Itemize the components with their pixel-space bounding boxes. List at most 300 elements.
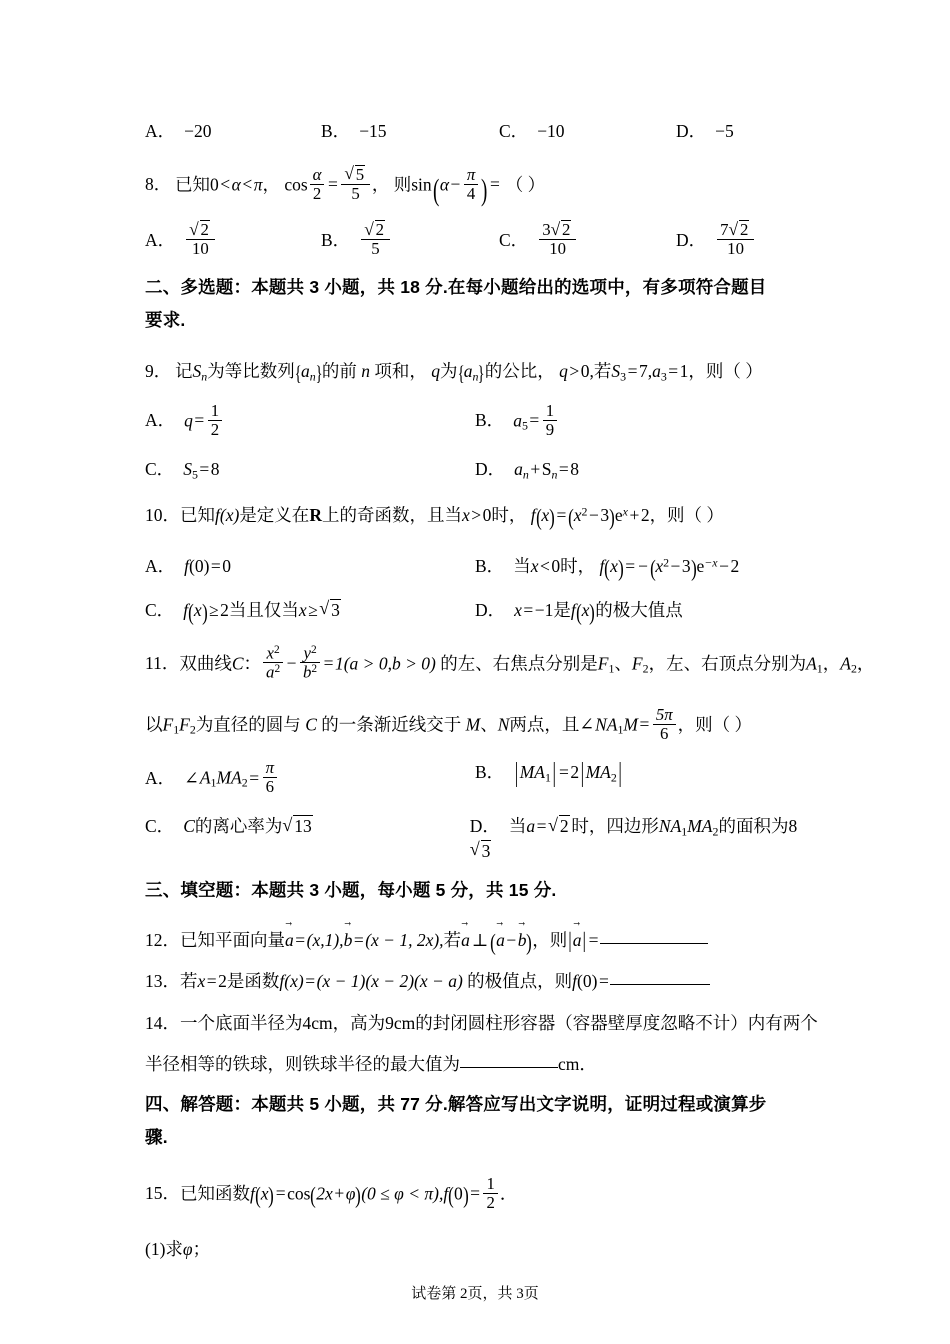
q9-a3: a <box>652 360 661 381</box>
q9-option-c-var: S <box>183 458 192 479</box>
q9-option-a[interactable] <box>145 402 475 439</box>
q12-vector-a-1: a → <box>285 927 294 954</box>
q7-option-b-value: −15 <box>359 121 387 141</box>
q9-t3: 的前 <box>321 360 357 381</box>
q11-a-den-wrap <box>263 662 283 682</box>
q10-two: 2 <box>640 505 650 526</box>
q10-option-d[interactable] <box>475 597 683 624</box>
question-13 <box>145 968 815 995</box>
q10-option-d-t2: 的极大值点 <box>595 599 683 620</box>
q8-option-b-num: 2 <box>375 220 384 240</box>
q13-x: x <box>197 971 206 992</box>
q9-t4: 项和， <box>374 360 427 381</box>
q8-number: 8． <box>145 174 172 195</box>
q8-option-c-label: C． <box>499 229 529 250</box>
q13-val: 2 <box>218 971 227 992</box>
q10-option-b-sup: 2 <box>663 555 670 570</box>
q8-paren-close: ) <box>481 172 488 207</box>
q9-a3-val: 1 <box>679 360 689 381</box>
q8-option-d-num: 2 <box>739 220 749 240</box>
q8-option-d-label: D． <box>676 229 707 250</box>
q8-half-den: 2 <box>310 184 325 203</box>
q8-option-b-label: B． <box>321 229 351 250</box>
q9-option-b-eq: = <box>529 409 540 430</box>
q11-option-c-t1: 的离心率为 <box>194 816 283 837</box>
q14-radius: 4cm <box>302 1012 333 1033</box>
q8-half-fraction <box>310 166 325 203</box>
q11-l2-num: 5π <box>655 704 673 724</box>
q11-option-c-rad: 13 <box>294 816 312 837</box>
q15-cos-paren-close: ) <box>355 1183 362 1210</box>
q11-l2-M: M <box>465 714 481 735</box>
q11-option-d-quad2: MA <box>687 816 713 837</box>
q11-l2-Mv: M <box>623 714 638 735</box>
q11-option-a-den: 6 <box>263 777 277 796</box>
q11-option-c[interactable] <box>145 813 470 838</box>
q9-zero: 0, <box>580 360 594 381</box>
q11-F1-sub: 1 <box>608 661 615 676</box>
q15-argv: x <box>260 1183 269 1204</box>
q8-option-c-num: 2 <box>561 220 571 240</box>
q11-x-fraction <box>263 644 283 682</box>
q9-t6: 的公比， <box>484 360 555 381</box>
section-2-heading-line-2: 要求. <box>145 310 186 331</box>
q11-l2-t3: 的一条渐近线交于 <box>321 714 462 735</box>
q9-option-b-num: 1 <box>545 400 555 420</box>
q12-vector-a-2: a → <box>461 927 470 954</box>
q8-option-a[interactable] <box>145 220 321 258</box>
q7-option-a-value: −20 <box>184 121 212 141</box>
q9-option-b-sub: 5 <box>521 418 528 433</box>
q8-pi-fraction <box>464 166 478 203</box>
q11-option-b-sub1: 1 <box>544 770 551 785</box>
q15-t1: 已知函数 <box>180 1183 250 1204</box>
q11-option-d-sqrt-2 <box>470 840 493 862</box>
q10-option-c-sqrt <box>319 599 342 621</box>
q8-option-c-num-wrap <box>539 220 576 239</box>
q11-C: C <box>231 652 244 673</box>
q11-b-den: b <box>303 662 312 682</box>
q11-t1: 双曲线 <box>179 652 232 673</box>
q10-t1: 已知 <box>180 505 215 526</box>
q12-vector-b-2: b → <box>518 927 527 954</box>
q9-sn: S <box>192 360 202 381</box>
q9-option-d-sub1: n <box>522 467 529 482</box>
q12-t2: 若 <box>443 930 462 951</box>
q10-option-a-val: 0 <box>222 556 232 577</box>
q8-option-b[interactable] <box>321 220 499 258</box>
q10-option-d-eq: = <box>523 599 534 620</box>
q10-option-d-t1: 是 <box>553 599 571 620</box>
q14-line2-end: ． <box>579 1053 597 1074</box>
q9-seq-sub-2: n <box>472 369 479 384</box>
q7-option-a[interactable] <box>145 118 321 143</box>
q8-option-c-fraction <box>539 220 576 258</box>
q11-option-c-sqrt <box>282 815 314 837</box>
q12-eq-1: = <box>295 930 306 951</box>
q11-option-a-A: A <box>199 767 211 788</box>
q11-option-d-t3: 的面积为 <box>718 816 789 837</box>
q7-option-a-label: A． <box>145 121 176 141</box>
q15-fraction <box>483 1175 497 1212</box>
q10-body-sup: 2 <box>581 504 588 519</box>
q9-seq-2: a <box>463 360 473 381</box>
q9-eq-b: = <box>668 360 679 381</box>
q13-answer-blank[interactable] <box>610 984 710 985</box>
q11-option-d-sub2: 2 <box>712 824 719 839</box>
q15-den: 2 <box>483 1193 497 1212</box>
q12-perp-symbol: ⊥ <box>471 930 489 951</box>
q8-lt-2: < <box>242 174 253 195</box>
q9-q2: q <box>559 360 568 381</box>
q10-option-c-rad: 3 <box>331 599 340 620</box>
q11-a-den: a <box>266 662 275 682</box>
q13-f2: f <box>572 971 578 992</box>
q8-pi-num: π <box>466 165 476 184</box>
q14-number: 14． <box>145 1012 180 1033</box>
q11-l2-F2: F <box>179 714 190 735</box>
q11-l2-den: 6 <box>653 724 676 743</box>
q8-option-d-coef: 7 <box>720 220 729 240</box>
q14-answer-blank[interactable] <box>460 1067 558 1068</box>
q11-l2-fraction <box>653 706 676 743</box>
q9-a3-sub: 3 <box>660 369 667 384</box>
q12-t3: ，则 <box>532 930 568 951</box>
q10-zero: 0 <box>482 505 492 526</box>
q8-minus: − <box>450 174 461 195</box>
q12-b-value: (x − 1, 2x), <box>365 930 444 951</box>
q9-option-c-eq: = <box>199 458 210 479</box>
q9-seq-1: a <box>300 360 310 381</box>
q7-option-d-label: D． <box>676 121 707 141</box>
q8-option-c-coef: 3 <box>542 220 551 240</box>
q9-option-a-num: 1 <box>210 400 220 420</box>
q9-t1: 记 <box>175 360 193 381</box>
q11-x-num: x <box>266 643 274 663</box>
q13-t3: 的极值点，则 <box>467 971 573 992</box>
q8-option-a-label: A． <box>145 229 176 250</box>
q10-t5: ，则（ ） <box>649 505 724 526</box>
q10-option-a-eq: = <box>210 556 221 577</box>
q11-A2: A <box>840 652 851 673</box>
q10-x: x <box>461 505 470 526</box>
question-15-sub-1 <box>145 1236 815 1263</box>
q14-line1-c: 的封闭圆柱形容器（容器壁厚度忽略不计）内有两个 <box>415 1012 818 1033</box>
q11-option-b-bar-1: | <box>514 756 519 788</box>
q10-option-a-arg: (0) <box>189 556 210 577</box>
q9-option-a-fraction <box>208 402 222 439</box>
q11-eq: = <box>323 652 334 673</box>
q10-body-x: x <box>573 505 582 526</box>
q8-option-d[interactable] <box>676 220 756 258</box>
q9-gt: > <box>569 360 580 381</box>
q10-body-three: 3 <box>600 505 610 526</box>
q8-pi: π <box>253 174 263 195</box>
q12-paren-close: ) <box>526 930 533 957</box>
q11-option-a-label: A． <box>145 767 176 788</box>
q11-colon: ： <box>243 652 262 673</box>
q12-abs-bar-close: | <box>582 927 587 953</box>
q11-number: 11． <box>145 652 180 673</box>
q11-option-a-A2: A <box>231 767 242 788</box>
q8-option-c[interactable] <box>499 220 676 258</box>
q11-l2-t5: ，则（ ） <box>677 714 753 735</box>
q9-options-row-2 <box>145 456 815 482</box>
q7-option-c[interactable] <box>499 118 676 143</box>
q14-unit: cm <box>558 1053 580 1074</box>
q9-s3: S <box>611 360 621 381</box>
q9-option-c-val: 8 <box>210 458 220 479</box>
q11-one-cond: 1(a > 0,b > 0) <box>334 652 436 673</box>
q8-pi-den: 4 <box>464 184 478 203</box>
q10-f: f <box>215 505 220 526</box>
q11-option-b-bar-2: | <box>552 756 556 788</box>
q10-option-c-paren-open: ( <box>188 599 194 626</box>
q8-option-a-den: 10 <box>186 239 214 258</box>
q9-option-d[interactable] <box>475 456 579 482</box>
q15-cond: (0 ≤ φ < π), <box>361 1183 444 1204</box>
q10-option-a-f: f <box>184 556 190 577</box>
q9-option-a-den: 2 <box>208 420 222 439</box>
q13-eq-2: = <box>305 971 316 992</box>
q11-a-sup: 2 <box>274 663 281 676</box>
q7-option-b-label: B． <box>321 121 351 141</box>
q11-comma: ， <box>822 652 841 673</box>
q10-option-b[interactable] <box>475 553 740 583</box>
q9-eq-a: = <box>627 360 638 381</box>
q10-option-b-eq: = <box>625 556 636 577</box>
q10-option-c-x: x <box>298 599 307 620</box>
q10-number: 10． <box>145 505 180 526</box>
q7-options-row <box>145 118 815 143</box>
q11-y-fraction <box>300 644 320 682</box>
q9-t5: 为 <box>440 360 458 381</box>
q9-brace-open-1: { <box>294 360 302 385</box>
q10-t3: 上的奇函数，且当 <box>321 505 462 526</box>
q11-option-d-rad: 2 <box>559 816 569 837</box>
q10-option-c-ge2: ≥ <box>308 599 318 620</box>
q12-eq-2: = <box>353 930 364 951</box>
q10-option-a-label: A． <box>145 556 176 577</box>
q7-option-c-label: C． <box>499 121 529 141</box>
q11-l2-C: C <box>305 714 317 735</box>
q9-option-b-den: 9 <box>543 420 557 439</box>
q8-options-row <box>145 220 815 258</box>
question-14-line-2 <box>145 1037 815 1078</box>
q15-sub1-phi: φ <box>182 1239 193 1260</box>
q9-option-a-var: q <box>184 409 193 430</box>
q9-options-row-1 <box>145 402 815 439</box>
q11-t2: 的左、右焦点分别是 <box>440 652 598 673</box>
q9-t8: ，则（ ） <box>688 360 763 381</box>
q11-option-d-t1: 当 <box>508 816 527 837</box>
q12-abs-bar-open: | <box>568 927 572 953</box>
q8-option-d-num-wrap <box>717 220 754 239</box>
q9-brace-close-2: } <box>478 360 486 385</box>
q8-option-a-fraction <box>186 220 214 258</box>
q10-option-b-minus2: − <box>719 556 729 577</box>
q8-comma-1: ， <box>262 174 280 195</box>
q10-option-d-paren-close: ) <box>589 599 596 626</box>
q10-fx2-v: x <box>541 505 550 526</box>
q15-num: 1 <box>486 1174 495 1193</box>
q8-option-a-num-wrap <box>186 220 214 239</box>
q11-y-num-wrap <box>300 644 320 663</box>
q9-n: n <box>361 360 371 381</box>
q12-eq-3: = <box>588 930 599 951</box>
q13-eq-3: = <box>598 971 609 992</box>
page-footer: 试卷第 2页，共 3页 <box>411 1286 539 1302</box>
q8-paren-open: ( <box>432 172 439 207</box>
q14-height: 9cm <box>385 1012 416 1033</box>
section-4-heading-line-1: 四、解答题：本题共 5 小题，共 77 分.解答应写出文字说明，证明过程或演算步 <box>145 1093 767 1114</box>
q10-f2: f <box>530 505 536 526</box>
q10-R: R <box>309 505 322 526</box>
q9-option-d-var2: S <box>541 458 552 479</box>
q11-l2-eq: = <box>639 714 650 735</box>
q7-option-b[interactable] <box>321 118 499 143</box>
q11-option-d-t2: 时，四边形 <box>571 816 659 837</box>
q11-option-b-two: 2 <box>570 762 580 783</box>
q14-line2-a: 半径相等的铁球，则铁球半径的最大值为 <box>145 1053 460 1074</box>
q15-phi: φ <box>345 1183 356 1204</box>
q10-gt: > <box>471 505 482 526</box>
q15-sub1-end: ； <box>192 1239 211 1260</box>
q8-rad-num-wrap <box>341 165 369 184</box>
q10-option-b-paren-close-2: ) <box>690 556 697 583</box>
q9-option-c-sub: 5 <box>191 467 198 482</box>
q11-l2-angle-symbol: ∠ <box>579 714 595 735</box>
q12-answer-blank[interactable] <box>600 943 708 944</box>
q11-option-a-fraction <box>263 759 277 796</box>
q10-option-b-esup: −x <box>704 555 718 570</box>
q15-cos-paren-open: ( <box>310 1183 317 1210</box>
q9-brace-close-1: } <box>315 360 323 385</box>
q9-s3-val: 7, <box>638 360 653 381</box>
q10-paren-close-2: ) <box>609 504 615 531</box>
q12-a-value: (x,1), <box>306 930 344 951</box>
q7-option-c-value: −10 <box>537 121 565 141</box>
q10-option-b-paren-open: ( <box>604 556 611 583</box>
q10-option-b-zero: 0 <box>551 556 561 577</box>
q11-minus: − <box>286 652 297 673</box>
q15-eq: = <box>275 1183 286 1204</box>
q15-two-x: 2x <box>316 1183 333 1204</box>
q13-number: 13． <box>145 971 180 992</box>
q10-fx: (x) <box>219 505 240 526</box>
q10-option-b-paren-close: ) <box>618 556 624 583</box>
q11-option-b[interactable] <box>475 756 623 788</box>
q11-A1: A <box>806 652 817 673</box>
q9-option-d-val: 8 <box>570 458 580 479</box>
q15-cos: cos <box>287 1183 311 1204</box>
q11-options-row-1 <box>145 756 815 797</box>
q9-number: 9． <box>145 360 172 381</box>
q12-vector-a-3: a → <box>496 927 505 954</box>
q11-option-d-eq: = <box>536 816 547 837</box>
q12-vector-b-1: b → <box>344 927 353 954</box>
q15-f2: f <box>443 1183 449 1204</box>
q10-option-c[interactable] <box>145 597 475 624</box>
q10-paren-close: ) <box>549 504 555 531</box>
q11-option-a-eq: = <box>249 767 260 788</box>
q8-option-b-den: 5 <box>361 239 389 258</box>
q8-text-1: 已知 <box>175 174 210 195</box>
q9-t2: 为等比数列 <box>207 360 295 381</box>
q9-s3-sub: 3 <box>620 369 627 384</box>
q15-f: f <box>250 1183 255 1204</box>
q15-paren-close: ) <box>268 1183 275 1210</box>
q10-option-a[interactable] <box>145 553 475 578</box>
q9-option-b-var: a <box>513 409 522 430</box>
q10-option-d-argv: x <box>581 599 590 620</box>
q15-f2-paren-open: ( <box>448 1183 454 1210</box>
q11-F2: F <box>631 652 643 673</box>
q11-dunhao-1: 、 <box>614 652 632 673</box>
q9-option-d-label: D． <box>475 458 506 479</box>
q8-rad-fraction <box>341 165 369 203</box>
q8-option-b-num-wrap <box>361 220 389 239</box>
q11-option-a-sub2: 2 <box>241 775 248 790</box>
q8-sin-alpha: α <box>439 174 450 195</box>
q8-option-a-num: 2 <box>200 220 209 240</box>
q11-x-num-wrap <box>263 644 283 663</box>
q8-eq-1: = <box>327 174 338 195</box>
q11-option-d-sub1: 1 <box>681 824 688 839</box>
q11-l2-N: N <box>497 714 510 735</box>
q9-sn-sub: n <box>201 369 208 384</box>
q10-option-b-lt: < <box>539 556 550 577</box>
q9-option-c-label: C． <box>145 458 175 479</box>
q11-F2-sub: 2 <box>642 661 649 676</box>
q7-option-d-value: −5 <box>715 121 734 141</box>
q11-option-a[interactable] <box>145 759 475 796</box>
q8-eq-2: = <box>490 174 500 195</box>
q10-options-row-2 <box>145 597 815 624</box>
q9-option-b[interactable] <box>475 402 559 439</box>
q11-l2-NA: NA <box>595 714 618 735</box>
q11-option-d-coef: 8 <box>788 816 798 837</box>
q8-rad-den: 5 <box>341 184 369 203</box>
q11-l2-t4: 两点，且 <box>509 714 580 735</box>
q10-option-b-label: B． <box>475 556 505 577</box>
q15-number: 15． <box>145 1183 180 1204</box>
q11-option-d[interactable] <box>470 813 815 861</box>
q15-f2v: 0 <box>454 1183 463 1204</box>
q7-option-d[interactable] <box>676 118 734 143</box>
q11-option-a-num: π <box>265 758 274 778</box>
q11-option-a-sub1: 1 <box>210 775 217 790</box>
q10-e: e <box>614 505 623 526</box>
question-15-stem <box>145 1175 815 1212</box>
q11-option-d-a: a <box>526 816 536 837</box>
q10-option-c-f: f <box>183 599 189 620</box>
q8-rad-num: 5 <box>355 165 365 184</box>
q13-t1: 若 <box>180 971 198 992</box>
q11-option-c-label: C． <box>145 816 175 837</box>
q13-fx: (x) <box>284 971 304 992</box>
q10-option-c-ge: ≥ <box>208 599 219 620</box>
q10-t2: 是定义在 <box>239 505 310 526</box>
q10-option-b-f: f <box>599 556 605 577</box>
q9-brace-open-2: { <box>457 360 465 385</box>
q13-eq-1: = <box>206 971 217 992</box>
q10-paren-open: ( <box>535 504 542 531</box>
q10-option-c-t1: 当且仅当 <box>228 599 299 620</box>
q10-option-b-t2: 时， <box>560 556 596 577</box>
q9-option-c[interactable] <box>145 456 475 482</box>
q13-expr: (x − 1)(x − 2)(x − a) <box>316 971 463 992</box>
